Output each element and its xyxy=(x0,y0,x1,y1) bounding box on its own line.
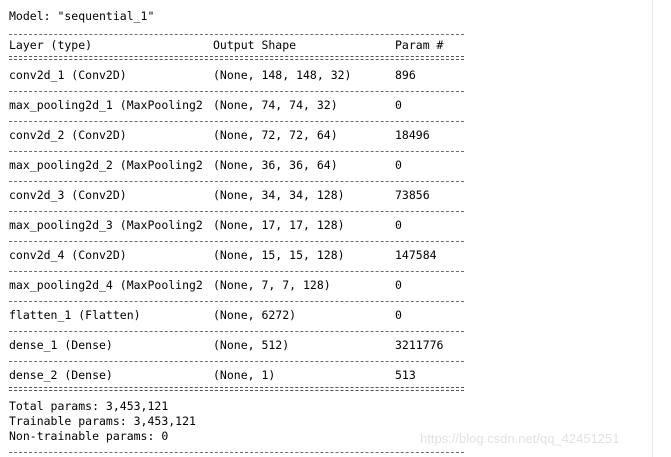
layer-output-shape: (None, 7, 7, 128) xyxy=(213,278,331,292)
row-rule xyxy=(9,361,464,362)
layer-name: max_pooling2d_2 (MaxPooling2 xyxy=(9,158,203,172)
layer-param-count: 3211776 xyxy=(395,338,444,352)
layer-name: max_pooling2d_1 (MaxPooling2 xyxy=(9,98,203,112)
header-param: Param # xyxy=(395,38,444,52)
table-row xyxy=(0,128,480,142)
row-rule xyxy=(9,271,464,272)
header-layer: Layer (type) xyxy=(9,38,93,52)
footer-double-rule xyxy=(9,387,464,391)
row-rule xyxy=(9,121,464,122)
row-rule xyxy=(9,241,464,242)
layer-output-shape: (None, 512) xyxy=(213,338,290,352)
layer-param-count: 513 xyxy=(395,368,416,382)
layer-name: dense_2 (Dense) xyxy=(9,368,113,382)
trainable-params: Trainable params: 3,453,121 xyxy=(9,414,196,428)
layer-param-count: 896 xyxy=(395,68,416,82)
top-rule xyxy=(9,34,464,35)
layer-param-count: 18496 xyxy=(395,128,430,142)
table-row xyxy=(0,68,480,82)
layer-output-shape: (None, 17, 17, 128) xyxy=(213,218,345,232)
table-row xyxy=(0,308,480,322)
table-row xyxy=(0,158,480,172)
layer-output-shape: (None, 1) xyxy=(213,368,276,382)
layer-param-count: 0 xyxy=(395,308,402,322)
layer-name: flatten_1 (Flatten) xyxy=(9,308,141,322)
row-rule xyxy=(9,331,464,332)
layer-param-count: 0 xyxy=(395,158,402,172)
table-header xyxy=(0,38,480,52)
watermark-url: https://blog.csdn.net/qq_42451251 xyxy=(420,431,620,446)
table-row xyxy=(0,338,480,352)
layer-name: conv2d_4 (Conv2D) xyxy=(9,248,127,262)
layer-name: conv2d_1 (Conv2D) xyxy=(9,68,127,82)
layer-output-shape: (None, 148, 148, 32) xyxy=(213,68,352,82)
layer-name: conv2d_2 (Conv2D) xyxy=(9,128,127,142)
output-area-right-border xyxy=(652,0,653,457)
layer-output-shape: (None, 34, 34, 128) xyxy=(213,188,345,202)
header-double-rule xyxy=(9,56,464,60)
layer-output-shape: (None, 74, 74, 32) xyxy=(213,98,338,112)
table-row xyxy=(0,218,480,232)
row-rule xyxy=(9,181,464,182)
header-output-shape: Output Shape xyxy=(213,38,297,52)
row-rule xyxy=(9,211,464,212)
total-params: Total params: 3,453,121 xyxy=(9,399,169,413)
layer-output-shape: (None, 72, 72, 64) xyxy=(213,128,338,142)
layer-name: max_pooling2d_4 (MaxPooling2 xyxy=(9,278,203,292)
layer-output-shape: (None, 15, 15, 128) xyxy=(213,248,345,262)
row-rule xyxy=(9,91,464,92)
layer-param-count: 0 xyxy=(395,278,402,292)
layer-param-count: 73856 xyxy=(395,188,430,202)
layer-output-shape: (None, 36, 36, 64) xyxy=(213,158,338,172)
table-row xyxy=(0,188,480,202)
row-rule xyxy=(9,301,464,302)
table-row xyxy=(0,368,480,382)
layer-name: dense_1 (Dense) xyxy=(9,338,113,352)
row-rule xyxy=(9,151,464,152)
bottom-rule xyxy=(9,452,464,453)
layer-output-shape: (None, 6272) xyxy=(213,308,297,322)
table-row xyxy=(0,278,480,292)
layer-name: max_pooling2d_3 (MaxPooling2 xyxy=(9,218,203,232)
table-row xyxy=(0,98,480,112)
layer-param-count: 0 xyxy=(395,218,402,232)
layer-param-count: 0 xyxy=(395,98,402,112)
model-title: Model: "sequential_1" xyxy=(9,9,155,23)
table-row xyxy=(0,248,480,262)
non-trainable-params: Non-trainable params: 0 xyxy=(9,429,169,443)
layer-name: conv2d_3 (Conv2D) xyxy=(9,188,127,202)
layer-param-count: 147584 xyxy=(395,248,437,262)
